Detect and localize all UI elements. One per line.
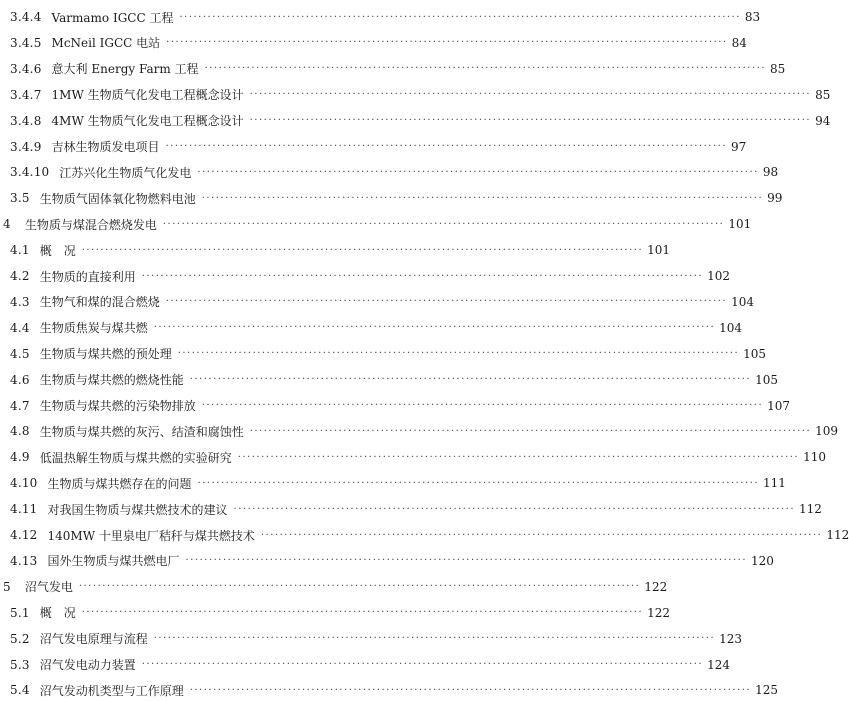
- toc-entry-page-number: 123: [719, 631, 743, 646]
- toc-entry-number: 4.12: [10, 528, 38, 542]
- toc-entry-page-number: 101: [647, 243, 671, 258]
- toc-entry-number: 5.4: [10, 683, 30, 698]
- toc-entry-title: 低温热解生物质与煤共燃的实验研究: [39, 450, 232, 465]
- toc-entry[interactable]: [0, 343, 767, 365]
- toc-entry[interactable]: [0, 265, 731, 287]
- dot-leader: ························································································································: [165, 296, 728, 308]
- dot-leader: ························································································································: [260, 529, 823, 541]
- toc-entry[interactable]: [0, 161, 779, 183]
- toc-entry-number: 4.13: [10, 553, 38, 568]
- toc-entry-page-number: 111: [763, 476, 786, 491]
- toc-entry[interactable]: [0, 679, 779, 701]
- toc-entry-page-number: 99: [767, 191, 783, 206]
- toc-entry-number: 4: [3, 217, 11, 232]
- toc-entry-title: 概 况: [39, 606, 76, 621]
- toc-entry-page-number: 104: [731, 294, 755, 309]
- toc-entry-number: 4.6: [10, 372, 30, 387]
- toc-entry-title: 1MW 生物质气化发电工程概念设计: [51, 88, 244, 103]
- toc-entry-number: 3.4.8: [10, 113, 42, 128]
- toc-entry[interactable]: [0, 446, 827, 468]
- toc-entry[interactable]: [0, 84, 831, 106]
- toc-entry-title: McNeil IGCC 电站: [51, 36, 161, 51]
- toc-entry-title: 江苏兴化生物质气化发电: [59, 165, 192, 180]
- dot-leader: ························································································································: [233, 503, 795, 515]
- toc-entry-title: 沼气发电动力装置: [39, 658, 136, 672]
- toc-entry[interactable]: [0, 187, 783, 209]
- toc-entry-page-number: 102: [707, 269, 731, 283]
- dot-leader: ························································································································: [197, 166, 759, 178]
- toc-entry[interactable]: [0, 136, 747, 158]
- toc-entry-title: 140MW 十里泉电厂秸秆与煤共燃技术: [47, 528, 255, 543]
- toc-entry-title: 生物质气固体氧化物燃料电池: [39, 191, 196, 206]
- toc-entry[interactable]: [0, 420, 839, 442]
- toc-entry[interactable]: [0, 369, 779, 391]
- dot-leader: ························································································································: [153, 633, 716, 645]
- toc-entry[interactable]: [0, 498, 822, 520]
- toc-entry-page-number: 122: [644, 579, 668, 594]
- toc-entry[interactable]: [0, 58, 786, 80]
- toc-entry[interactable]: [0, 576, 668, 598]
- toc-entry-page-number: 124: [707, 657, 731, 672]
- toc-entry-number: 3.5: [10, 191, 30, 206]
- toc-entry-number: 4.7: [10, 398, 30, 413]
- dot-leader: ························································································································: [249, 115, 812, 127]
- toc-entry-number: 5: [3, 579, 11, 594]
- toc-entry-title: 意大利 Energy Farm 工程: [51, 62, 199, 77]
- toc-entry-title: 4MW 生物质气化发电工程概念设计: [51, 114, 244, 129]
- toc-entry-title: 沼气发电原理与流程: [39, 632, 148, 647]
- toc-entry-title: 对我国生物质与煤共燃技术的建议: [47, 502, 228, 517]
- dot-leader: ························································································································: [249, 425, 812, 437]
- toc-entry[interactable]: [0, 32, 747, 54]
- toc-entry-page-number: 122: [647, 605, 671, 620]
- toc-entry[interactable]: [0, 602, 671, 624]
- toc-entry-title: 生物质与煤共燃的燃烧性能: [39, 373, 184, 388]
- dot-leader: ························································································································: [201, 400, 764, 411]
- toc-entry-number: 4.4: [10, 320, 30, 335]
- dot-leader: ························································································································: [189, 684, 752, 696]
- toc-entry-title: 生物质与煤共燃存在的问题: [47, 476, 192, 491]
- toc-entry-number: 5.2: [10, 631, 30, 646]
- toc-entry-page-number: 105: [755, 372, 779, 387]
- toc-entry-page-number: 94: [815, 113, 831, 128]
- toc-entry-page-number: 97: [731, 139, 747, 154]
- toc-entry-title: 生物质与煤混合燃烧发电: [24, 217, 157, 232]
- toc-entry-page-number: 112: [799, 502, 822, 517]
- toc-entry-page-number: 125: [755, 683, 779, 698]
- toc-entry[interactable]: [0, 654, 731, 676]
- toc-entry[interactable]: [0, 239, 671, 261]
- dot-leader: ························································································································: [165, 141, 728, 152]
- toc-entry[interactable]: [0, 472, 786, 494]
- dot-leader: ························································································································: [237, 451, 800, 463]
- toc-entry-page-number: 112: [826, 528, 849, 542]
- toc-entry[interactable]: [0, 291, 755, 313]
- toc-entry[interactable]: [0, 213, 752, 235]
- toc-entry-title: 生物质的直接利用: [39, 269, 136, 284]
- toc-entry-number: 3.4.9: [10, 139, 42, 154]
- dot-leader: ························································································································: [166, 37, 728, 49]
- toc-entry-title: 沼气发电: [24, 580, 73, 595]
- dot-leader: ························································································································: [141, 270, 704, 282]
- dot-leader: ························································································································: [185, 555, 747, 567]
- toc-entry-page-number: 104: [719, 320, 743, 335]
- dot-leader: ························································································································: [177, 348, 740, 360]
- toc-entry-page-number: 85: [815, 87, 831, 102]
- toc-entry-number: 4.5: [10, 346, 30, 361]
- toc-entry-title: 沼气发动机类型与工作原理: [39, 683, 184, 698]
- toc-entry-title: 生物气和煤的混合燃烧: [39, 295, 160, 310]
- toc-entry-page-number: 101: [728, 217, 752, 232]
- toc-entry-number: 4.2: [10, 269, 30, 283]
- toc-entry[interactable]: [0, 110, 831, 132]
- dot-leader: ························································································································: [162, 218, 725, 230]
- dot-leader: ························································································································: [81, 607, 644, 619]
- toc-entry-number: 3.4.5: [10, 35, 42, 50]
- toc-entry-page-number: 120: [751, 553, 774, 568]
- dot-leader: ························································································································: [141, 659, 704, 670]
- toc-entry-number: 4.10: [10, 476, 38, 491]
- toc-entry-page-number: 109: [815, 424, 839, 439]
- toc-entry[interactable]: [0, 550, 774, 572]
- toc-entry[interactable]: [0, 317, 743, 339]
- dot-leader: ························································································································: [249, 89, 812, 101]
- dot-leader: ························································································································: [78, 581, 641, 593]
- dot-leader: ························································································································: [153, 322, 716, 334]
- toc-entry-number: 3.4.6: [10, 61, 42, 76]
- dot-leader: ························································································································: [197, 477, 759, 489]
- toc-entry-number: 4.3: [10, 294, 30, 309]
- toc-entry-title: 生物质与煤共燃的灰污、结渣和腐蚀性: [39, 424, 244, 439]
- toc-entry-number: 3.4.10: [10, 165, 50, 180]
- toc-entry-page-number: 107: [767, 398, 791, 413]
- toc-entry-page-number: 105: [743, 346, 767, 361]
- toc-entry[interactable]: [0, 628, 743, 650]
- dot-leader: ························································································································: [81, 244, 644, 256]
- toc-entry-title: 国外生物质与煤共燃电厂: [47, 554, 180, 569]
- toc-entry-page-number: 110: [803, 450, 827, 465]
- toc-entry-title: 吉林生物质发电项目: [51, 140, 160, 154]
- toc-entry-title: 概 况: [39, 243, 76, 258]
- toc-entry-number: 5.3: [10, 657, 30, 672]
- toc-entry-title: 生物质焦炭与煤共燃: [39, 321, 148, 336]
- toc-entry-title: Varmamo IGCC 工程: [51, 10, 174, 25]
- toc-entry-page-number: 98: [762, 165, 779, 180]
- toc-entry-title: 生物质与煤共燃的预处理: [39, 347, 172, 362]
- toc-entry-number: 3.4.7: [10, 87, 42, 102]
- dot-leader: ························································································································: [204, 63, 767, 75]
- dot-leader: ························································································································: [201, 192, 764, 204]
- dot-leader: ························································································································: [179, 11, 741, 23]
- toc-entry[interactable]: [0, 395, 791, 417]
- toc-entry[interactable]: [0, 6, 761, 28]
- toc-entry-number: 4.8: [10, 424, 30, 439]
- toc-entry-page-number: 84: [731, 35, 747, 50]
- toc-entry-number: 3.4.4: [10, 10, 42, 24]
- toc-entry-page-number: 83: [744, 10, 761, 24]
- toc-entry-number: 5.1: [10, 605, 30, 620]
- dot-leader: ························································································································: [189, 374, 752, 386]
- toc-entry-number: 4.11: [10, 502, 38, 517]
- toc-entry-page-number: 85: [770, 61, 786, 76]
- toc-entry-number: 4.1: [10, 243, 30, 258]
- toc-entry-title: 生物质与煤共燃的污染物排放: [39, 399, 196, 413]
- toc-entry[interactable]: [0, 524, 849, 546]
- toc-entry-number: 4.9: [10, 450, 30, 465]
